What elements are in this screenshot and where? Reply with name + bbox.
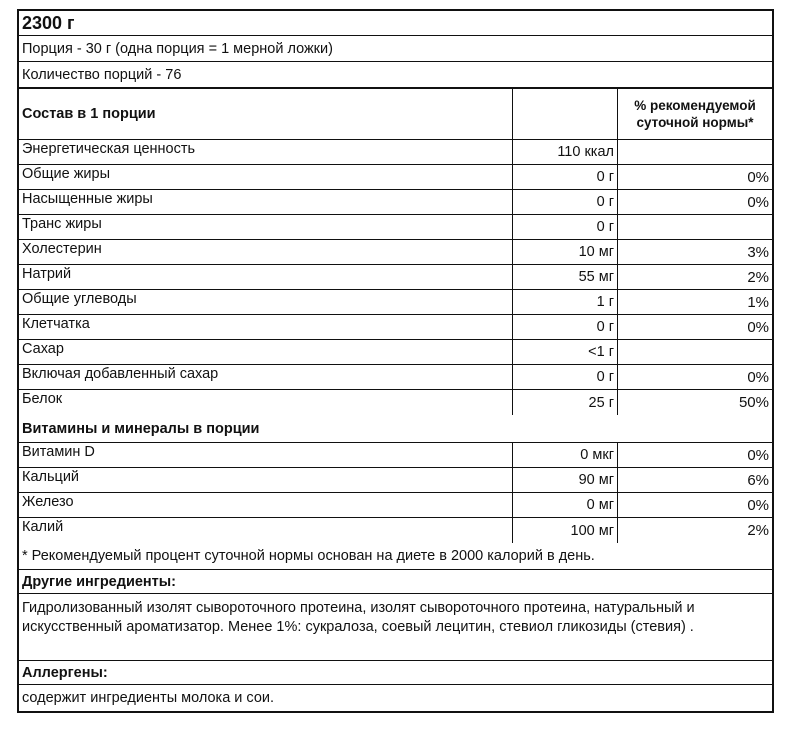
nutrient-name: Включая добавленный сахар bbox=[19, 365, 513, 389]
other-ingredients-line1: Гидролизованный изолят сывороточного протеина, изолят сывороточного протеина, натуральный и bbox=[22, 600, 695, 616]
allergens-heading-row bbox=[19, 661, 772, 685]
nutrient-name: Общие жиры bbox=[19, 165, 513, 189]
nutrient-row bbox=[19, 493, 772, 518]
nutrient-amount: 0 г bbox=[513, 315, 618, 339]
nutrient-daily-value: 2% bbox=[747, 522, 769, 539]
nutrient-name: Насыщенные жиры bbox=[19, 190, 513, 214]
daily-value-heading bbox=[618, 89, 772, 139]
nutrient-name: Витамин D bbox=[19, 443, 513, 467]
nutrient-row bbox=[19, 240, 772, 265]
title-row bbox=[19, 11, 772, 36]
nutrient-row bbox=[19, 140, 772, 165]
nutrient-amount: 90 мг bbox=[513, 468, 618, 492]
nutrient-amount: 0 г bbox=[513, 365, 618, 389]
nutrient-daily-value bbox=[618, 215, 772, 239]
other-ingredients-heading: Другие ингредиенты: bbox=[22, 573, 176, 590]
nutrient-row bbox=[19, 468, 772, 493]
nutrient-amount: 10 мг bbox=[513, 240, 618, 264]
nutrient-daily-value: 0% bbox=[747, 496, 769, 514]
nutrient-name: Белок bbox=[19, 390, 513, 415]
vitamins-heading: Витамины и минералы в порции bbox=[22, 420, 260, 437]
nutrient-daily-value: 50% bbox=[738, 394, 769, 411]
nutrient-name: Натрий bbox=[19, 265, 513, 289]
nutrient-amount: 1 г bbox=[513, 290, 618, 314]
nutrient-amount: 0 г bbox=[513, 190, 618, 214]
nutrient-name: Холестерин bbox=[19, 240, 513, 264]
serving-row bbox=[19, 36, 772, 62]
nutrient-row bbox=[19, 190, 772, 215]
nutrient-amount: 100 мг bbox=[513, 518, 618, 543]
nutrient-row bbox=[19, 518, 772, 543]
nutrient-row bbox=[19, 365, 772, 390]
daily-value-heading-line1: % рекомендуемой bbox=[634, 98, 756, 113]
other-ingredients-line2: искусственный ароматизатор. Менее 1%: сукралоза, соевый лецитин, стевиол гликозиды (стевия) . bbox=[22, 619, 694, 635]
nutrient-amount: <1 г bbox=[513, 340, 618, 364]
allergens-text: содержит ингредиенты молока и сои. bbox=[22, 690, 275, 706]
nutrient-name: Кальций bbox=[19, 468, 513, 492]
nutrient-daily-value bbox=[618, 340, 772, 364]
allergens-row bbox=[19, 685, 772, 711]
nutrient-row bbox=[19, 290, 772, 315]
nutrient-daily-value: 1% bbox=[747, 293, 769, 311]
nutrient-amount: 25 г bbox=[513, 390, 618, 415]
nutrient-daily-value: 6% bbox=[747, 471, 769, 489]
servings-count-row bbox=[19, 62, 772, 89]
table-header-row bbox=[19, 89, 772, 140]
nutrient-amount: 0 мкг bbox=[513, 443, 618, 467]
other-ingredients-row bbox=[19, 594, 772, 661]
package-weight: 2300 г bbox=[22, 12, 75, 33]
nutrient-daily-value: 0% bbox=[747, 318, 769, 336]
servings-count: Количество порций - 76 bbox=[22, 66, 182, 83]
nutrient-row bbox=[19, 165, 772, 190]
nutrient-daily-value: 0% bbox=[747, 368, 769, 386]
amount-heading bbox=[513, 89, 618, 139]
daily-value-heading-line2: суточной нормы* bbox=[636, 115, 754, 130]
nutrition-facts-table bbox=[17, 9, 774, 713]
vitamins-heading-row bbox=[19, 415, 772, 443]
nutrient-daily-value: 0% bbox=[747, 193, 769, 211]
nutrient-row bbox=[19, 215, 772, 240]
other-ingredients-heading-row bbox=[19, 570, 772, 594]
nutrient-row bbox=[19, 315, 772, 340]
allergens-heading: Аллергены: bbox=[22, 664, 108, 681]
nutrient-amount: 0 г bbox=[513, 165, 618, 189]
nutrient-daily-value bbox=[618, 140, 772, 164]
nutrient-rows bbox=[19, 140, 772, 415]
nutrient-row bbox=[19, 443, 772, 468]
serving-size: Порция - 30 г (одна порция = 1 мерной ложки) bbox=[22, 40, 333, 57]
other-ingredients-text bbox=[19, 594, 772, 660]
nutrient-amount: 55 мг bbox=[513, 265, 618, 289]
nutrient-daily-value: 2% bbox=[747, 268, 769, 286]
nutrient-name: Сахар bbox=[19, 340, 513, 364]
nutrient-row bbox=[19, 390, 772, 415]
nutrient-daily-value: 0% bbox=[747, 168, 769, 186]
nutrient-amount: 0 г bbox=[513, 215, 618, 239]
nutrient-amount: 110 ккал bbox=[513, 140, 618, 164]
vitamin-rows bbox=[19, 443, 772, 543]
nutrient-name: Транс жиры bbox=[19, 215, 513, 239]
nutrient-daily-value: 3% bbox=[747, 243, 769, 261]
nutrient-name: Общие углеводы bbox=[19, 290, 513, 314]
nutrient-name: Калий bbox=[19, 518, 513, 543]
nutrient-name: Железо bbox=[19, 493, 513, 517]
nutrient-row bbox=[19, 340, 772, 365]
nutrient-daily-value: 0% bbox=[747, 446, 769, 464]
footnote-row bbox=[19, 543, 772, 570]
nutrient-row bbox=[19, 265, 772, 290]
nutrient-name: Энергетическая ценность bbox=[19, 140, 513, 164]
composition-heading: Состав в 1 порции bbox=[19, 89, 513, 139]
nutrient-name: Клетчатка bbox=[19, 315, 513, 339]
nutrient-amount: 0 мг bbox=[513, 493, 618, 517]
footnote: * Рекомендуемый процент суточной нормы основан на диете в 2000 калорий в день. bbox=[22, 548, 595, 564]
